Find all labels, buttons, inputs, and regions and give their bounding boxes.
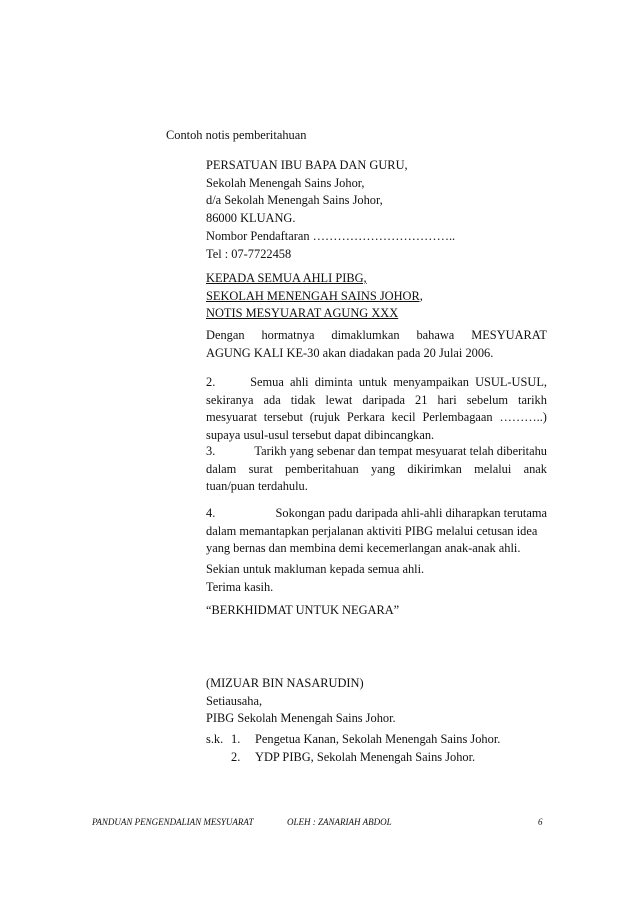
signatory-organisation: PIBG Sekolah Menengah Sains Johor. <box>206 711 396 725</box>
word: hari <box>437 392 457 407</box>
word: Perlembagaan <box>422 410 493 424</box>
paragraph-line: AGUNG KALI KE-30 akan diadakan pada 20 Julai 2006. <box>206 345 494 360</box>
paragraph-line: supaya usul-usul tersebut dapat dibincangkan. <box>206 427 435 442</box>
closing-block <box>206 561 547 596</box>
paragraph-1 <box>206 327 547 362</box>
justified-line <box>206 409 547 427</box>
paragraph-number: 4. <box>206 506 216 520</box>
signatory-name: (MIZUAR BIN NASARUDIN) <box>206 676 364 690</box>
word: kecil <box>391 410 416 424</box>
footer-title: PANDUAN PENGENDALIAN MESYUARAT <box>92 817 254 827</box>
recipient-line: KEPADA SEMUA AHLI PIBG, <box>206 271 367 285</box>
word: 21 <box>415 392 428 407</box>
justified-line <box>206 461 547 479</box>
cc-block <box>206 731 500 766</box>
word: USUL-USUL, <box>475 375 547 389</box>
address-line: 86000 KLUANG. <box>206 210 296 225</box>
word: tarikh <box>518 392 547 407</box>
word: daripada <box>362 392 406 407</box>
paragraph-line: yang bernas dan membina demi kecemerlangan anak-anak ahli. <box>206 541 521 555</box>
word: pemberitahuan <box>285 461 359 476</box>
cc-item-text: YDP PIBG, Sekolah Menengah Sains Johor. <box>255 749 476 764</box>
word: mesyuarat <box>206 410 257 424</box>
paragraph-number: 2. <box>206 375 216 389</box>
word: Dengan <box>206 328 245 342</box>
page-number: 6 <box>538 817 543 827</box>
justified-line <box>206 443 547 461</box>
paragraph-3 <box>206 443 547 496</box>
registration-number: Nombor Pendaftaran …………………………….. <box>206 229 456 243</box>
word: Tarikh yang sebenar dan tempat mesyuarat telah diberitahu <box>254 444 547 458</box>
paragraph-2 <box>206 374 547 444</box>
paragraph-line: dalam memantapkan perjalanan aktiviti PIBG melalui cetusan idea <box>206 523 538 538</box>
footer-author: OLEH : ZANARIAH ABDOL <box>287 817 392 827</box>
paragraph-line: tuan/puan terdahulu. <box>206 479 308 493</box>
word: ………..) <box>499 410 547 424</box>
closing-line: Sekian untuk makluman kepada semua ahli. <box>206 562 425 576</box>
word: anak <box>523 461 547 476</box>
recipient-block <box>206 270 547 323</box>
address-line: Sekolah Menengah Sains Johor, <box>206 175 365 190</box>
contact-block <box>206 228 547 263</box>
paragraph-number: 3. <box>206 444 216 458</box>
word: surat <box>248 461 273 476</box>
word: dimaklumkan <box>331 328 400 342</box>
word: lewat <box>325 392 353 407</box>
cc-item-text: Pengetua Kanan, Sekolah Menengah Sains Johor. <box>255 732 501 746</box>
word: (rujuk <box>309 410 341 424</box>
word: sebelum <box>466 392 509 407</box>
word: untuk <box>358 375 388 389</box>
justified-line <box>206 374 547 392</box>
paragraph-4 <box>206 505 547 558</box>
cc-row <box>206 749 500 767</box>
document-heading: Contoh notis pemberitahuan <box>166 128 307 142</box>
cc-row <box>206 731 500 749</box>
word: Sokongan padu daripada ahli-ahli diharapkan terutama <box>275 506 547 520</box>
notice-title: NOTIS MESYUARAT AGUNG XXX <box>206 306 399 320</box>
word: Semua <box>250 375 284 389</box>
motto: “BERKHIDMAT UNTUK NEGARA” <box>206 603 400 617</box>
justified-line <box>206 327 547 345</box>
address-block <box>206 157 547 227</box>
telephone-number: Tel : 07-7722458 <box>206 246 292 261</box>
word: Perkara <box>346 410 385 424</box>
motto-block <box>206 602 547 620</box>
justified-line <box>206 392 547 410</box>
cc-label: s.k. <box>206 732 224 746</box>
signatory-block <box>206 675 547 728</box>
address-line: PERSATUAN IBU BAPA DAN GURU, <box>206 158 408 172</box>
justified-line <box>206 505 547 523</box>
word: diminta <box>314 375 353 389</box>
cc-item-number: 1. <box>231 732 241 746</box>
recipient-line: SEKOLAH MENENGAH SAINS JOHOR, <box>206 288 423 303</box>
word: dikirimkan <box>407 461 462 476</box>
word: dalam <box>206 461 237 476</box>
address-line: d/a Sekolah Menengah Sains Johor, <box>206 193 383 207</box>
cc-item-number: 2. <box>231 749 241 764</box>
word: ahli <box>290 375 309 389</box>
word: sekiranya <box>206 392 254 407</box>
word: MESYUARAT <box>471 328 547 342</box>
word: hormatnya <box>261 328 315 342</box>
closing-line: Terima kasih. <box>206 579 274 594</box>
signatory-title: Setiausaha, <box>206 693 263 708</box>
word: menyampaikan <box>393 375 469 389</box>
word: ada <box>263 392 281 407</box>
word: melalui <box>474 461 512 476</box>
word: tidak <box>290 392 316 407</box>
word: tersebut <box>263 410 303 424</box>
word: yang <box>370 461 396 476</box>
word: bahawa <box>416 328 455 342</box>
